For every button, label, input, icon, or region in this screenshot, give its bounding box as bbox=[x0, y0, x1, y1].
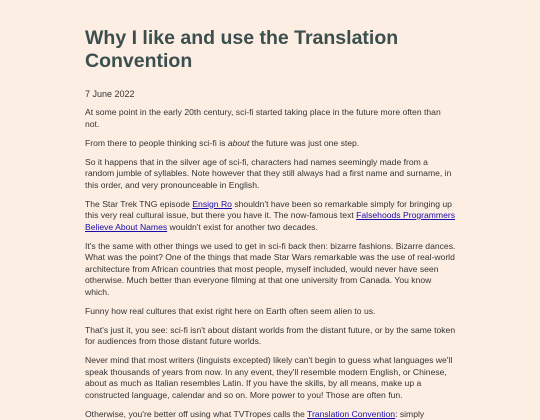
link-translation-convention[interactable]: Translation Convention bbox=[307, 409, 395, 419]
link-ensign-ro[interactable]: Ensign Ro bbox=[192, 199, 232, 209]
paragraph-9-text-end: : simply bbox=[395, 409, 424, 419]
emphasis-about: about bbox=[228, 138, 250, 148]
paragraph-2-text-end: the future was just one step. bbox=[249, 138, 359, 148]
paragraph-3: So it happens that in the silver age of sci-fi, characters had names seemingly made from a random jumble of syllables. Note however that they still always had a first name and surname, in this order, and very pronounceable in English. bbox=[85, 157, 457, 192]
paragraph-9-text: Otherwise, you're better off using what TVTropes calls the bbox=[85, 409, 307, 419]
paragraph-2 bbox=[85, 138, 457, 150]
paragraph-7: That's just it, you see: sci-fi isn't about distant worlds from the distant future, or by the same token for audiences from those distant future worlds. bbox=[85, 325, 457, 348]
article bbox=[85, 27, 457, 420]
post-date: 7 June 2022 bbox=[85, 88, 457, 100]
paragraph-9 bbox=[85, 409, 457, 420]
paragraph-4-text-end: wouldn't exist for another two decades. bbox=[167, 222, 318, 232]
link-falsehoods-names[interactable]: Falsehoods Programmers Believe About Names bbox=[85, 210, 455, 232]
page-title: Why I like and use the Translation Convention bbox=[85, 27, 457, 73]
paragraph-1: At some point in the early 20th century, sci-fi started taking place in the future more often than not. bbox=[85, 107, 457, 130]
paragraph-6: Funny how real cultures that exist right here on Earth often seem alien to us. bbox=[85, 306, 457, 318]
paragraph-4-text: The Star Trek TNG episode bbox=[85, 199, 192, 209]
paragraph-4-text-middle: shouldn't have been so remarkable simply for bringing up this very real cultural issue, but there you have it. The now-famous text bbox=[85, 199, 452, 221]
paragraph-8: Never mind that most writers (linguists excepted) likely can't begin to guess what languages we'll speak thousands of years from now. In any event, they'll resemble modern English, or Chinese, about as much as Italian resembles Latin. If you have the skills, by all means, make up a constructed language, calendar and so on. More power to you! Those are often fun. bbox=[85, 355, 457, 401]
paragraph-2-text: From there to people thinking sci-fi is bbox=[85, 138, 228, 148]
paragraph-5: It's the same with other things we used to get in sci-fi back then: bizarre fashions. Bizarre dances. What was the point? One of the things that made Star Wars remarkable was the use of real-world architecture from African countries that most people, myself included, would never have seen otherwise. Much better than everyone filming at that one university from Canada. You know which. bbox=[85, 241, 457, 299]
paragraph-4 bbox=[85, 199, 457, 234]
